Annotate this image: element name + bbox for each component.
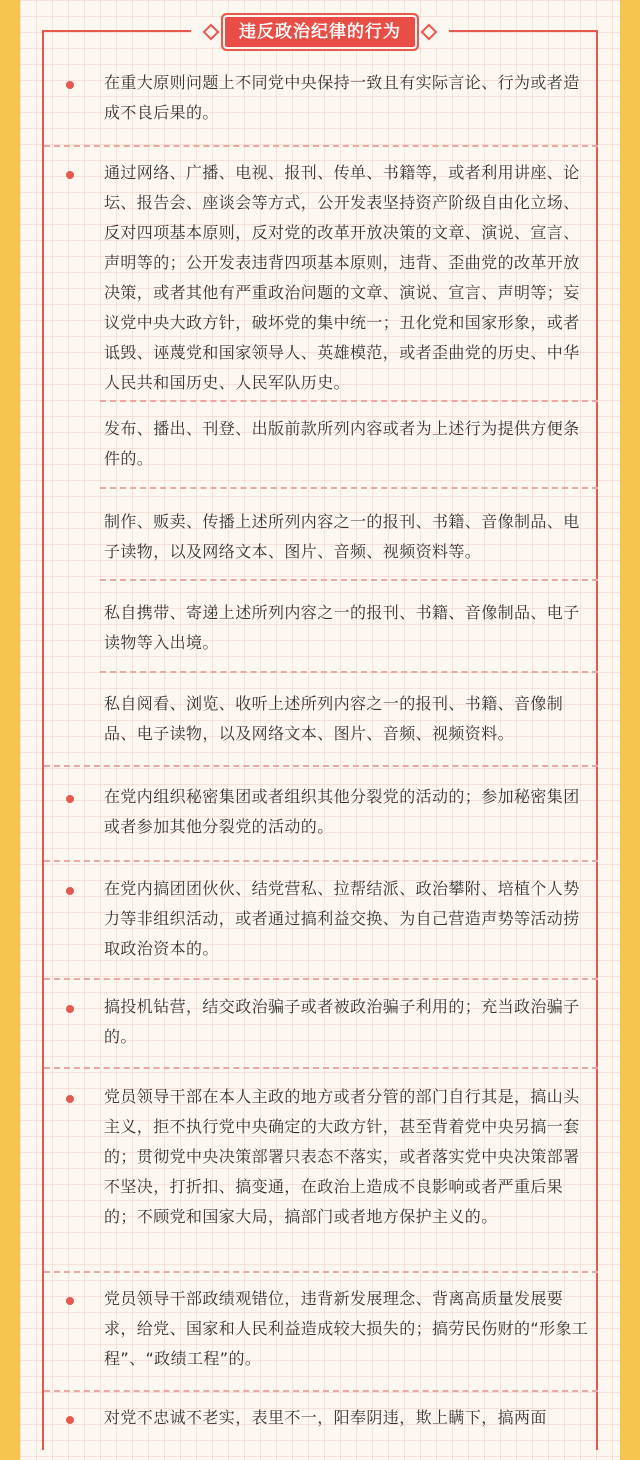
bullet-icon: [66, 1005, 74, 1013]
diamond-ornament-left-icon: [203, 24, 220, 41]
bullet-icon: [66, 795, 74, 803]
dashed-divider: [44, 1271, 598, 1273]
dashed-divider: [100, 487, 598, 489]
list-item: 在党内组织秘密集团或者组织其他分裂党的活动的；参加秘密集团或者参加其他分裂党的活动的。: [104, 787, 580, 836]
dashed-divider: [44, 1390, 598, 1392]
dashed-divider: [100, 400, 598, 402]
list-item: 党员领导干部政绩观错位，违背新发展理念、背离高质量发展要求，给党、国家和人民利益造成较大损失的；搞劳民伤财的“形象工程”、“政绩工程”的。: [104, 1289, 589, 1368]
list-item: 对党不忠诚不老实，表里不一，阳奉阴违，欺上瞒下，搞两面: [104, 1408, 547, 1427]
dashed-divider: [100, 579, 598, 581]
diamond-ornament-right-icon: [421, 24, 438, 41]
section-title: 违反政治纪律的行为: [225, 17, 415, 47]
list-item: 私自携带、寄递上述所列内容之一的报刊、书籍、音像制品、电子读物等入出境。: [104, 603, 580, 652]
list-item: 在党内搞团团伙伙、结党营私、拉帮结派、政治攀附、培植个人势力等非组织活动，或者通过搞利益交换、为自己营造声势等活动捞取政治资本的。: [104, 879, 580, 958]
bullet-icon: [66, 81, 74, 89]
list-item: 私自阅看、浏览、收听上述所列内容之一的报刊、书籍、音像制品、电子读物，以及网络文本、图片、音频、视频资料。: [104, 694, 564, 743]
list-item: 制作、贩卖、传播上述所列内容之一的报刊、书籍、音像制品、电子读物，以及网络文本、图片、音频、视频资料等。: [104, 512, 580, 561]
dashed-divider: [44, 978, 598, 980]
dashed-divider: [44, 1067, 598, 1069]
list-item: 通过网络、广播、电视、报刊、传单、书籍等，或者利用讲座、论坛、报告会、座谈会等方式，公开发表坚持资产阶级自由化立场、反对四项基本原则，反对党的改革开放决策的文章、演说、宣言、声明等的；公开发表违背四项基本原则，违背、歪曲党的改革开放决策，或者其他有严重政治问题的文章、演说、宣言、声明等；妄议党中央大政方针，破坏党的集中统一；丑化党和国家形象，或者诋毁、诬蔑党和国家领导人、英雄模范，或者歪曲党的历史、中华人民共和国历史、人民军队历史。: [104, 163, 580, 392]
bullet-icon: [66, 1095, 74, 1103]
dashed-divider: [100, 671, 598, 673]
bullet-icon: [66, 1297, 74, 1305]
bullet-icon: [66, 887, 74, 895]
dashed-divider: [44, 145, 598, 147]
list-item: 发布、播出、刊登、出版前款所列内容或者为上述行为提供方便条件的。: [104, 419, 580, 468]
bullet-icon: [66, 1416, 74, 1424]
bullet-icon: [66, 171, 74, 179]
list-item: 搞投机钻营，结交政治骗子或者被政治骗子利用的；充当政治骗子的。: [104, 997, 580, 1046]
dashed-divider: [44, 860, 598, 862]
list-item: 在重大原则问题上不同党中央保持一致且有实际言论、行为或者造成不良后果的。: [104, 73, 580, 122]
title-box: [191, 17, 449, 47]
section-header: [0, 14, 640, 50]
dashed-divider: [44, 765, 598, 767]
list-item: 党员领导干部在本人主政的地方或者分管的部门自行其是，搞山头主义，拒不执行党中央确定的大政方针，甚至背着党中央另搞一套的；贯彻党中央决策部署只表态不落实，或者落实党中央决策部署不坚决，打折扣、搞变通，在政治上造成不良影响或者严重后果的；不顾党和国家大局，搞部门或者地方保护主义的。: [104, 1087, 580, 1226]
